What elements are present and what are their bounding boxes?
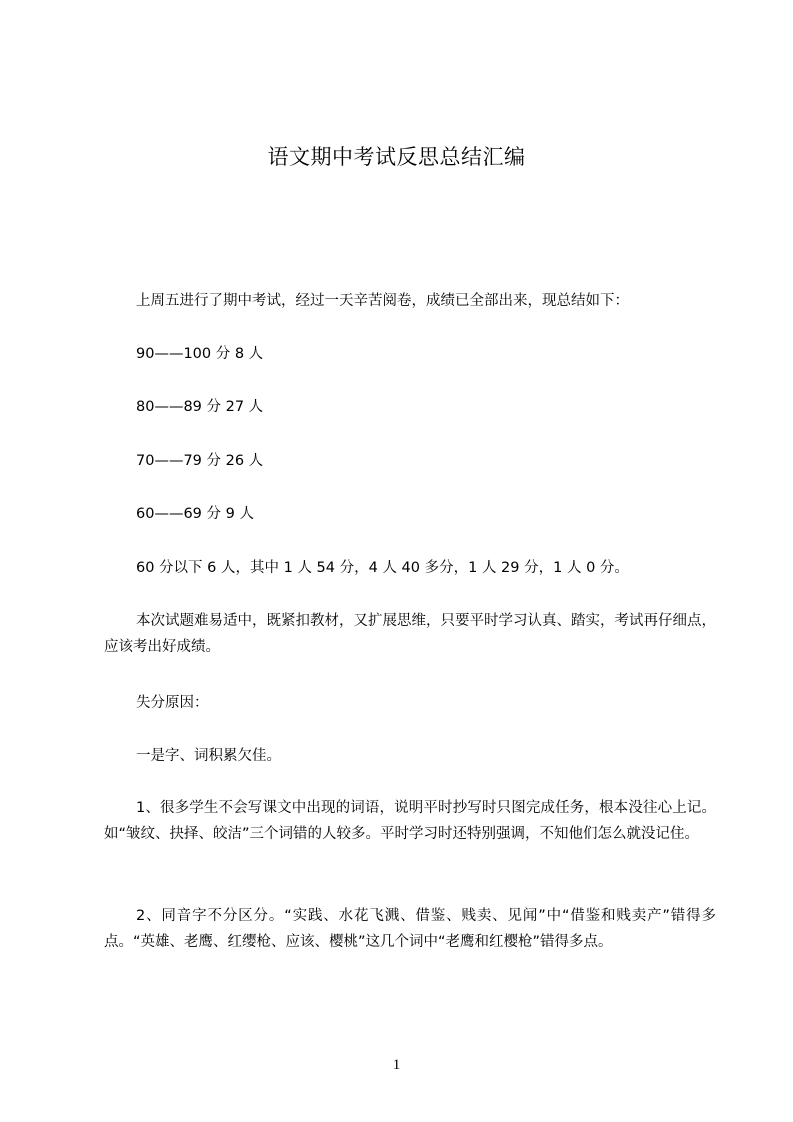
page-number: 1 (392, 1057, 401, 1073)
score-range-60-69: 60——69 分 9 人 (136, 506, 254, 522)
score-range-below-60: 60 分以下 6 人，其中 1 人 54 分，4 人 40 多分，1 人 29 分，1 人 0 分。 (136, 560, 629, 576)
score-range-90-100: 90——100 分 8 人 (136, 346, 264, 362)
intro-line: 上周五进行了期中考试，经过一天辛苦阅卷，成绩已全部出来，现总结如下： (136, 293, 629, 309)
score-range-70-79: 70——79 分 26 人 (136, 453, 264, 469)
summary-paragraph: 本次试题难易适中，既紧扣教材，又扩展思维，只要平时学习认真、踏实，考试再仔细点，应该考出好成绩。 (104, 613, 716, 655)
item-1-paragraph: 1、很多学生不会写课文中出现的词语，说明平时抄写时只图完成任务，根本没往心上记。如“皱纹、抉择、皎洁”三个词错的人较多。平时学习时还特别强调，不知他们怎么就没记住。 (104, 800, 716, 842)
page-title: 语文期中考试反思总结汇编 (267, 145, 526, 169)
score-range-80-89: 80——89 分 27 人 (136, 399, 264, 415)
item-2-paragraph: 2、同音字不分区分。“实践、水花飞溅、借鉴、贱卖、见闻”中“借鉴和贱卖产”错得多点。“英雄、老鹰、红缨枪、应该、樱桃”这几个词中“老鹰和红樱枪”错得多点。 (104, 908, 716, 950)
loss-reasons-heading: 失分原因： (136, 695, 209, 711)
point-one-heading: 一是字、词积累欠佳。 (136, 748, 281, 764)
